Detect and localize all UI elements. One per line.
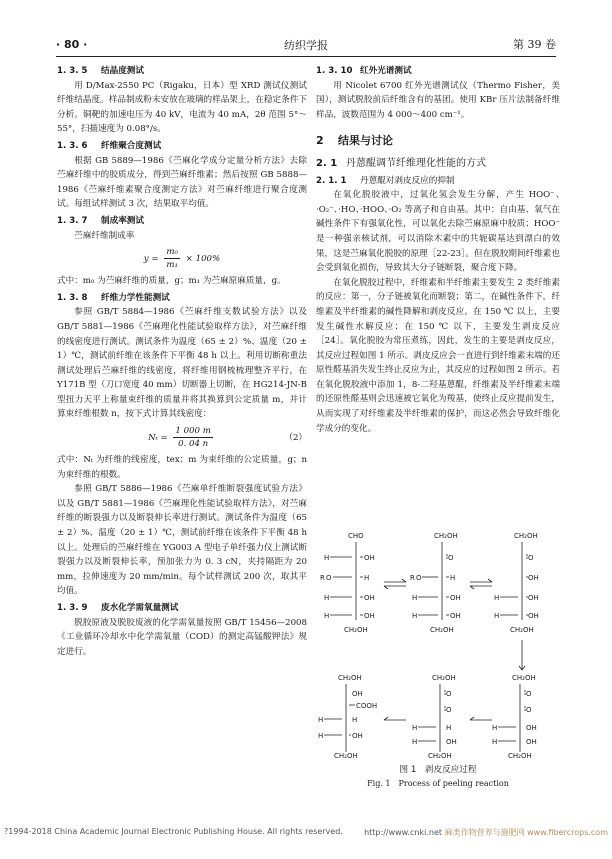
svg-text:H: H <box>446 724 452 732</box>
molecule-5 <box>412 674 457 760</box>
molecule-2 <box>410 532 461 634</box>
formula-linear-density: Nₜ = $\frac{1 000 m}{0. 04 n}$ （2） <box>148 426 307 450</box>
watermark-text: 麻类作物营养与施肥网 www.fibercrops.com <box>444 828 608 837</box>
svg-text:H: H <box>324 612 330 620</box>
heading-2-1: 2. 1 丹蒽醌调节纤维理化性能的方式 <box>316 157 486 169</box>
svg-text:O: O <box>448 554 454 562</box>
svg-text:O: O <box>446 706 452 714</box>
section-heading: 1. 3. 6 纤维聚合度测试 <box>57 140 162 151</box>
running-header <box>56 36 556 56</box>
section-heading: 1. 3. 9 废水化学需氧量测试 <box>57 603 179 613</box>
svg-text:OH: OH <box>528 594 539 602</box>
svg-text:H: H <box>412 724 418 732</box>
molecule-1 <box>320 532 375 634</box>
svg-text:O: O <box>416 574 422 582</box>
paragraph: 用 Nicolet 6700 红外光谱测试仪（Thermo Fisher，美国），测试脱胶前后纤维含有的基团。使用 KBr 压片法制备纤维样品，波数范围为 4 000～400 cm⁻¹。 <box>316 80 560 120</box>
molecule-4 <box>318 674 377 760</box>
volume-label: 第 39 卷 <box>513 38 556 51</box>
svg-text:CH₂OH: CH₂OH <box>338 674 362 682</box>
svg-text:H: H <box>352 716 358 724</box>
copyright-notice: ?1994-2018 China Academic Journal Electronic Publishing House. All rights reserved. <box>4 827 343 836</box>
svg-text:CH₂OH: CH₂OH <box>334 752 358 760</box>
formula-yield: y = $\frac{\text{m₀}}{\text{m₁}}$ × 100% <box>143 247 221 271</box>
svg-text:O: O <box>526 706 532 714</box>
svg-text:H: H <box>494 612 500 620</box>
paragraph: 式中：Nₜ 为纤维的线密度，tex；m 为束纤维的公定质量，g；n 为束纤维的根数。 <box>57 455 307 480</box>
svg-text:CH₂OH: CH₂OH <box>512 674 536 682</box>
svg-text:OH: OH <box>364 612 375 620</box>
paragraph: 在氧化脱胶过程中，纤维素和半纤维素主要发生 2 类纤维素的反应：第一，分子链被氧化而断裂；第二，在碱性条件下，纤维素及半纤维素的碱性降解和剥皮反应。在 150 ℃ 以上，主要发生碱性水解反应；在 150 ℃ 以下，主要发生剥皮反应［24］。氧化脱胶为常压煮练，因此，发生的主要是剥皮反应，其反应过程如图 1 所示。剥皮反应会一直进行到纤维素末端的还原性醛基消失发生终止反应为止，其反应的过程如图 2 所示。若在氧化脱胶液中添加 1，8-二羟基蒽醌，纤维素及半纤维素末端的还原性醛基则会迅速被它氧化为羧基，使终止反应提前发生，从而实现了对纤维素及半纤维素的保护，而这必然会导致纤维化学成分的变化。 <box>316 277 560 434</box>
paragraph: 用 D/Max-2550 PC（Rigaku，日本）型 XRD 测试仪测试纤维结晶度。样品制成粉末安放在玻璃的样品架上，在稳定条件下分析。铜靶的加速电压为 40 kV，电流为 40 mA，2θ 范围 5°～55°，扫描速度为 0.08°/s。 <box>57 80 307 135</box>
svg-text:O: O <box>446 690 452 698</box>
svg-text:CH₂OH: CH₂OH <box>434 532 458 540</box>
figure-caption-cn: 图 1 剥皮反应过程 <box>399 765 477 775</box>
svg-text:OH: OH <box>364 594 375 602</box>
svg-text:OH: OH <box>364 554 375 562</box>
journal-title: 纺织学报 <box>284 39 328 52</box>
paragraph: 脱胶原液及脱胶废液的化学需氧量按照 GB/T 15456—2008《工业循环冷却水中化学需氧量（COD）的测定高锰酸钾法》规定进行。 <box>57 617 307 657</box>
paragraph: 式中：m₀ 为苎麻纤维的质量，g；m₁ 为苎麻原麻质量，g。 <box>57 276 286 287</box>
section-heading: 1. 3. 10 红外光谱测试 <box>316 66 412 76</box>
left-column <box>57 62 307 659</box>
svg-text:H: H <box>492 738 498 746</box>
svg-text:H: H <box>324 554 330 562</box>
svg-text:O: O <box>326 574 332 582</box>
svg-text:OH: OH <box>526 738 537 746</box>
svg-text:H: H <box>364 574 370 582</box>
page-number: · 80 · <box>56 38 88 51</box>
svg-text:OH: OH <box>352 690 363 698</box>
footer-link[interactable]: http://www.cnki.net <box>364 828 443 837</box>
svg-text:CH₂OH: CH₂OH <box>428 752 452 760</box>
right-column <box>316 62 560 436</box>
paragraph: 参照 GB/T 5884—1986《苎麻纤维支数试验方法》以及 GB/T 5881—1986《苎麻理化性能试验取样方法》，对苎麻纤维的线密度进行测试。测试条件为温度（65 ± 2）%、温度（20 ± 1）℃，测试前纤维在该条件下平衡 48 h 以上。利用切断称重法测试处理后苎麻纤维的线密度，将纤维用钢梳梳理整齐平行，在 Y171B 型（刀口宽度 40 mm）切断器上切断，在 HG214-JN-B 型扭力天平上称量束纤维的质量并将其换算到公定质量 m，并计算束纤维根数 n，按下式计算其线密度： <box>57 307 307 420</box>
svg-text:OH: OH <box>446 738 457 746</box>
svg-text:O: O <box>526 690 532 698</box>
heading-2-1-1: 2. 1. 1 丹蒽醌对剥皮反应的抑制 <box>316 175 455 186</box>
section-heading: 1. 3. 8 纤维力学性能测试 <box>57 292 170 303</box>
svg-text:H: H <box>412 612 418 620</box>
svg-text:OH: OH <box>528 612 539 620</box>
reaction-scheme-diagram <box>316 520 560 760</box>
svg-text:CH₂OH: CH₂OH <box>344 626 368 634</box>
paragraph: 在氧化脱胶液中，过氧化氢会发生分解，产生 HOO⁻、·O₂⁻、·HO、·HOO、·O₂ 等离子和自由基。其中：自由基、氧气在碱性条件下有强氧化性，可以氧化去除苎麻原麻中胶质；HOO⁻ 是一种强亲核试剂，可以消除木素中的共轭碳基达到漂白的效果，这是苎麻氧化脱胶的原理［22-23］。但在脱胶期间纤维素也会受到氧化损伤，导致其大分子链断裂，聚合度下降。 <box>316 190 560 274</box>
svg-text:CH₂OH: CH₂OH <box>510 626 534 634</box>
header-rule <box>56 56 556 57</box>
paragraph: 参照 GB/T 5886—1986《苎麻单纤维断裂强度试验方法》以及 GB/T 5881—1986《苎麻理化性能试验取样方法》，对苎麻纤维的断裂强力以及断裂伸长率进行测试。测试条件为温度（65 ± 2）%、温度（20 ± 1）℃，测试前纤维在该条件下平衡 48 h 以上。处理后的苎麻纤维在 YG003 A 型电子单纤强力仪上测试断裂强力以及断裂伸长率，预加张力为 0. 3 cN，夹持隔距为 20 mm，拉伸速度为 20 mm/min。每个试样测试 200 次，取其平均值。 <box>57 484 307 597</box>
molecule-6 <box>492 674 537 760</box>
svg-text:H: H <box>324 594 330 602</box>
paragraph: 苎麻纤维制成率 <box>74 230 135 241</box>
equation-number: （2） <box>284 433 307 444</box>
page-footer <box>4 827 608 836</box>
figure-peeling-reaction <box>316 520 560 780</box>
svg-text:OH: OH <box>352 732 363 740</box>
svg-text:H: H <box>494 594 500 602</box>
svg-text:CH₂OH: CH₂OH <box>508 752 532 760</box>
svg-text:OH: OH <box>450 612 461 620</box>
svg-text:OH: OH <box>526 724 537 732</box>
svg-text:H: H <box>492 724 498 732</box>
svg-text:OH: OH <box>528 574 539 582</box>
svg-text:R: R <box>410 574 415 582</box>
figure-caption-en: Fig. 1 Process of peeling reaction <box>367 779 509 788</box>
svg-text:H: H <box>412 738 418 746</box>
svg-text:O: O <box>528 554 534 562</box>
paragraph: 根据 GB 5889—1986《苎麻化学成分定量分析方法》去除苎麻纤维中的胶质成分，得到苎麻纤维素；然后按照 GB 5888—1986《苎麻纤维素聚合度测定方法》对苎麻纤维进行聚合度测试。每组试样测试 3 次，结果取平均值。 <box>57 155 307 210</box>
section-heading: 1. 3. 5 结晶度测试 <box>57 66 144 76</box>
svg-text:H: H <box>450 574 456 582</box>
svg-text:COOH: COOH <box>356 702 378 710</box>
svg-text:CH₂OH: CH₂OH <box>514 532 538 540</box>
molecule-3 <box>494 532 539 634</box>
svg-text:CH₂OH: CH₂OH <box>432 674 456 682</box>
svg-text:H: H <box>318 732 324 740</box>
svg-text:R: R <box>320 574 325 582</box>
svg-text:CHO: CHO <box>348 532 364 540</box>
svg-text:CH₂OH: CH₂OH <box>430 626 454 634</box>
svg-text:OH: OH <box>450 594 461 602</box>
heading-results: 2 结果与讨论 <box>316 134 393 148</box>
svg-text:H: H <box>318 716 324 724</box>
svg-text:H: H <box>412 594 418 602</box>
section-heading: 1. 3. 7 制成率测试 <box>57 215 144 226</box>
